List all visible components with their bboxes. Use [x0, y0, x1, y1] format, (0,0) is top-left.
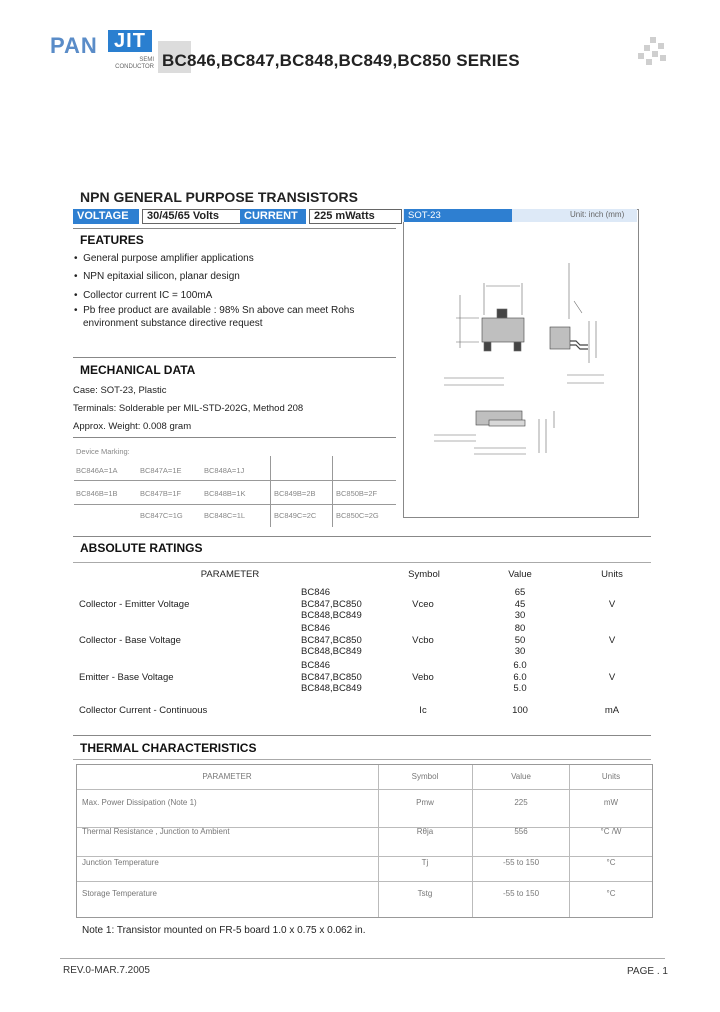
- thermal-param: Junction Temperature: [82, 858, 159, 867]
- thermal-symbol: Tj: [421, 858, 429, 867]
- decorative-dots: [638, 37, 668, 67]
- thermal-value: -55 to 150: [502, 858, 540, 867]
- abs-header-symbol: Symbol: [408, 569, 440, 580]
- thermal-title: THERMAL CHARACTERISTICS: [80, 741, 257, 755]
- abs-param: Collector Current - Continuous: [79, 705, 208, 716]
- marking-cell: BC848A=1J: [204, 466, 245, 475]
- marking-cell: BC848B=1K: [204, 489, 246, 498]
- page-number: PAGE . 1: [627, 966, 668, 977]
- abs-device: BC847,BC850: [301, 635, 362, 646]
- abs-value: 50: [514, 635, 526, 646]
- abs-value: 5.0: [513, 683, 527, 694]
- case-info: Case: SOT-23, Plastic: [73, 385, 167, 396]
- sot23-outline-drawing: [404, 223, 636, 515]
- logo-sub-line1: SEMI: [139, 57, 154, 63]
- voltage-value: 30/45/65 Volts: [142, 209, 241, 224]
- features-title: FEATURES: [80, 233, 144, 247]
- marking-cell: BC848C=1L: [204, 511, 246, 520]
- thermal-param: Max. Power Dissipation (Note 1): [82, 798, 197, 807]
- marking-cell: BC849C=2C: [274, 511, 317, 520]
- abs-device: BC848,BC849: [301, 683, 362, 694]
- abs-header-parameter: PARAMETER: [200, 569, 260, 580]
- marking-cell: BC847C=1G: [140, 511, 183, 520]
- mechanical-title: MECHANICAL DATA: [80, 363, 196, 377]
- thermal-unit: °C /W: [600, 827, 622, 836]
- thermal-table: [76, 764, 653, 918]
- thermal-symbol: Rθja: [416, 827, 434, 836]
- abs-device: BC846: [301, 660, 331, 671]
- abs-param: Emitter - Base Voltage: [79, 672, 174, 683]
- marking-cell: BC847B=1F: [140, 489, 182, 498]
- device-marking-table: [74, 456, 396, 527]
- abs-header-units: Units: [601, 569, 623, 580]
- thermal-header-units: Units: [601, 772, 621, 781]
- thermal-value: -55 to 150: [502, 889, 540, 898]
- abs-device: BC847,BC850: [301, 672, 362, 683]
- thermal-unit: °C: [606, 889, 616, 898]
- footer-divider: [60, 958, 665, 959]
- abs-symbol: Vceo: [412, 599, 434, 610]
- marking-cell: BC846A=1A: [76, 466, 118, 475]
- abs-device: BC847,BC850: [301, 599, 362, 610]
- feature-item-cont: environment substance directive request: [83, 318, 263, 329]
- abs-param: Collector - Base Voltage: [79, 635, 181, 646]
- abs-unit: V: [608, 635, 616, 646]
- divider: [73, 735, 651, 736]
- revision-text: REV.0-MAR.7.2005: [63, 965, 150, 976]
- abs-device: BC846: [301, 623, 331, 634]
- abs-symbol: Ic: [419, 705, 427, 716]
- abs-device: BC848,BC849: [301, 610, 362, 621]
- abs-unit: V: [608, 672, 616, 683]
- marking-cell: BC850B=2F: [336, 489, 378, 498]
- abs-param: Collector - Emitter Voltage: [79, 599, 190, 610]
- divider: [73, 357, 396, 358]
- thermal-symbol: Pmw: [416, 798, 434, 807]
- page-title: NPN GENERAL PURPOSE TRANSISTORS: [80, 189, 358, 205]
- package-unit: Unit: inch (mm): [570, 210, 625, 219]
- thermal-symbol: Tstg: [417, 889, 433, 898]
- logo-sub-line2: CONDUCTOR: [115, 64, 154, 70]
- thermal-param: Thermal Resistance , Junction to Ambient: [82, 827, 230, 836]
- abs-value: 65: [514, 587, 526, 598]
- abs-symbol: Vcbo: [412, 635, 434, 646]
- series-title: BC846,BC847,BC848,BC849,BC850 SERIES: [162, 51, 520, 70]
- thermal-unit: °C: [606, 858, 616, 867]
- abs-header-value: Value: [508, 569, 532, 580]
- feature-item: • General purpose amplifier applications: [74, 253, 254, 264]
- divider: [73, 536, 651, 537]
- thermal-param: Storage Temperature: [82, 889, 158, 898]
- device-marking-title: Device Marking:: [76, 447, 130, 456]
- voltage-label: VOLTAGE: [73, 209, 139, 224]
- abs-value: 100: [512, 705, 528, 716]
- divider: [73, 228, 396, 229]
- marking-cell: BC846B=1B: [76, 489, 118, 498]
- footnote: Note 1: Transistor mounted on FR-5 board 1.0 x 0.75 x 0.062 in.: [82, 925, 366, 936]
- absolute-ratings-title: ABSOLUTE RATINGS: [80, 541, 203, 555]
- package-tag: SOT-23: [404, 209, 512, 222]
- thermal-value: 225: [514, 798, 528, 807]
- marking-cell: BC849B=2B: [274, 489, 316, 498]
- abs-value: 30: [514, 610, 526, 621]
- logo-subtitle: [104, 57, 154, 71]
- current-label: CURRENT: [240, 209, 306, 224]
- weight-info: Approx. Weight: 0.008 gram: [73, 421, 192, 432]
- thermal-header-value: Value: [511, 772, 531, 781]
- features-list: [74, 253, 399, 343]
- marking-cell: BC850C=2G: [336, 511, 379, 520]
- feature-item: • NPN epitaxial silicon, planar design: [74, 271, 240, 282]
- divider: [73, 759, 651, 760]
- terminals-info: Terminals: Solderable per MIL-STD-202G, Method 208: [73, 403, 304, 414]
- marking-cell: BC847A=1E: [140, 466, 182, 475]
- logo-pan-text: PAN: [50, 33, 98, 58]
- abs-value: 6.0: [513, 672, 527, 683]
- current-value: 225 mWatts: [309, 209, 402, 224]
- abs-device: BC848,BC849: [301, 646, 362, 657]
- thermal-unit: mW: [603, 798, 619, 807]
- abs-value: 30: [514, 646, 526, 657]
- abs-unit: V: [608, 599, 616, 610]
- logo-jit-badge: JIT: [108, 30, 152, 52]
- feature-item: • Pb free product are available : 98% Sn above can meet Rohs: [74, 305, 355, 316]
- thermal-value: 556: [514, 827, 528, 836]
- feature-item: • Collector current IC = 100mA: [74, 290, 213, 301]
- abs-value: 45: [514, 599, 526, 610]
- divider: [73, 562, 651, 563]
- abs-unit: mA: [604, 705, 620, 716]
- abs-symbol: Vebo: [412, 672, 434, 683]
- divider: [73, 437, 396, 438]
- abs-value: 80: [514, 623, 526, 634]
- abs-value: 6.0: [513, 660, 527, 671]
- thermal-header-symbol: Symbol: [411, 772, 439, 781]
- abs-device: BC846: [301, 587, 331, 598]
- thermal-header-parameter: PARAMETER: [202, 772, 252, 781]
